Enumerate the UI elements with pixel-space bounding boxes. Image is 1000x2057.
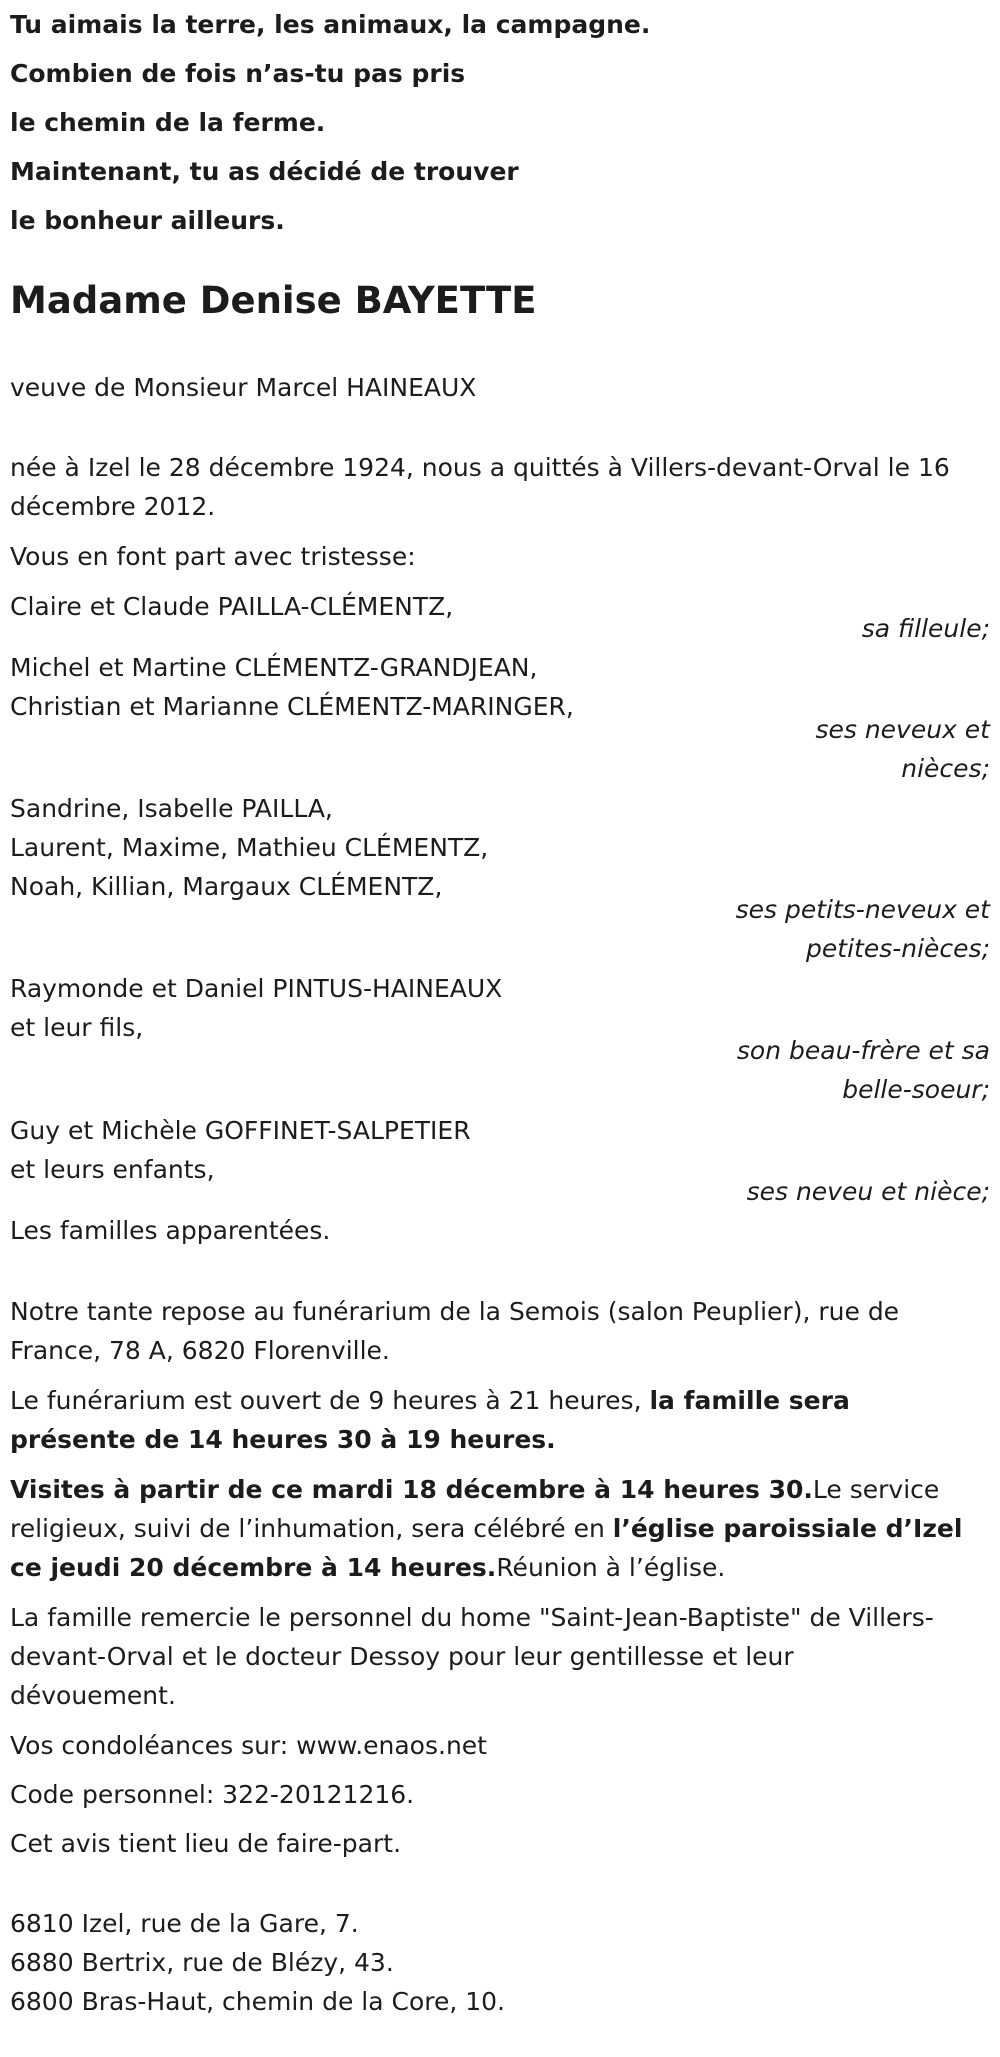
mourner-relation: ses neveu et nièce; xyxy=(746,1177,990,1206)
service-text: religieux, suivi de l’inhumation, sera célébré en xyxy=(10,1514,613,1543)
address-line: 6800 Bras-Haut, chemin de la Core, 10. xyxy=(10,1987,506,2016)
opening-text: Le funérarium est ouvert de 9 heures à 21 heures, xyxy=(10,1386,650,1415)
mourner-relation: ses petits-neveux et xyxy=(735,895,990,924)
opening-bold: la famille sera xyxy=(649,1386,850,1415)
intro-text: Vous en font part avec tristesse: xyxy=(10,542,416,571)
personal-code: Code personnel: 322-20121216. xyxy=(10,1780,415,1809)
mourner-relation: sa filleule; xyxy=(861,614,990,643)
address-line: 6810 Izel, rue de la Gare, 7. xyxy=(10,1909,359,1938)
mourner-name: Christian et Marianne CLÉMENTZ-MARINGER, xyxy=(10,692,574,721)
notice-text: Cet avis tient lieu de faire-part. xyxy=(10,1829,402,1858)
visits-bold: Visites à partir de ce mardi 18 décembre à 14 heures 30. xyxy=(10,1475,813,1504)
visits-line xyxy=(10,1470,939,1509)
thanks-line: devant-Orval et le docteur Dessoy pour leur gentillesse et leur xyxy=(10,1642,794,1671)
mourner-relation: ses neveux et xyxy=(815,715,990,744)
mourner-name: Raymonde et Daniel PINTUS-HAINEAUX xyxy=(10,974,503,1003)
funerarium-line: France, 78 A, 6820 Florenville. xyxy=(10,1336,390,1365)
service-line xyxy=(10,1548,725,1587)
thanks-line: La famille remercie le personnel du home "Saint-Jean-Baptiste" de Villers- xyxy=(10,1603,934,1632)
families-text: Les familles apparentées. xyxy=(10,1216,331,1245)
opening-line xyxy=(10,1381,850,1420)
birth-death-line: décembre 2012. xyxy=(10,492,216,521)
service-text: Réunion à l’église. xyxy=(496,1553,726,1582)
birth-death-line: née à Izel le 28 décembre 1924, nous a quittés à Villers-devant-Orval le 16 xyxy=(10,453,950,482)
mourner-relation: belle-soeur; xyxy=(842,1075,990,1104)
poem-line: Maintenant, tu as décidé de trouver xyxy=(10,157,519,186)
condolences-text: Vos condoléances sur: www.enaos.net xyxy=(10,1731,487,1760)
mourner-name: et leur fils, xyxy=(10,1013,144,1042)
mourner-name: et leurs enfants, xyxy=(10,1155,215,1184)
mourner-relation: nièces; xyxy=(901,754,990,783)
widow-of: veuve de Monsieur Marcel HAINEAUX xyxy=(10,373,477,402)
mourner-relation: son beau-frère et sa xyxy=(736,1036,990,1065)
mourner-name: Michel et Martine CLÉMENTZ-GRANDJEAN, xyxy=(10,653,538,682)
address-line: 6880 Bertrix, rue de Blézy, 43. xyxy=(10,1948,394,1977)
thanks-line: dévouement. xyxy=(10,1681,176,1710)
service-bold: l’église paroissiale d’Izel xyxy=(612,1514,963,1543)
deceased-name: Madame Denise BAYETTE xyxy=(10,279,537,322)
poem-line: le bonheur ailleurs. xyxy=(10,206,285,235)
mourner-name: Guy et Michèle GOFFINET-SALPETIER xyxy=(10,1116,471,1145)
mourner-name: Noah, Killian, Margaux CLÉMENTZ, xyxy=(10,872,443,901)
opening-line-bold: présente de 14 heures 30 à 19 heures. xyxy=(10,1425,556,1454)
visits-text: Le service xyxy=(812,1475,940,1504)
mourner-name: Sandrine, Isabelle PAILLA, xyxy=(10,794,333,823)
poem-line: Combien de fois n’as-tu pas pris xyxy=(10,59,466,88)
service-date-bold: ce jeudi 20 décembre à 14 heures. xyxy=(10,1553,497,1582)
funerarium-line: Notre tante repose au funérarium de la Semois (salon Peuplier), rue de xyxy=(10,1297,900,1326)
mourner-relation: petites-nièces; xyxy=(806,934,990,963)
poem-line: le chemin de la ferme. xyxy=(10,108,326,137)
poem-line: Tu aimais la terre, les animaux, la campagne. xyxy=(10,10,651,39)
mourner-name: Laurent, Maxime, Mathieu CLÉMENTZ, xyxy=(10,833,489,862)
mourner-name: Claire et Claude PAILLA-CLÉMENTZ, xyxy=(10,592,454,621)
service-line xyxy=(10,1509,962,1548)
